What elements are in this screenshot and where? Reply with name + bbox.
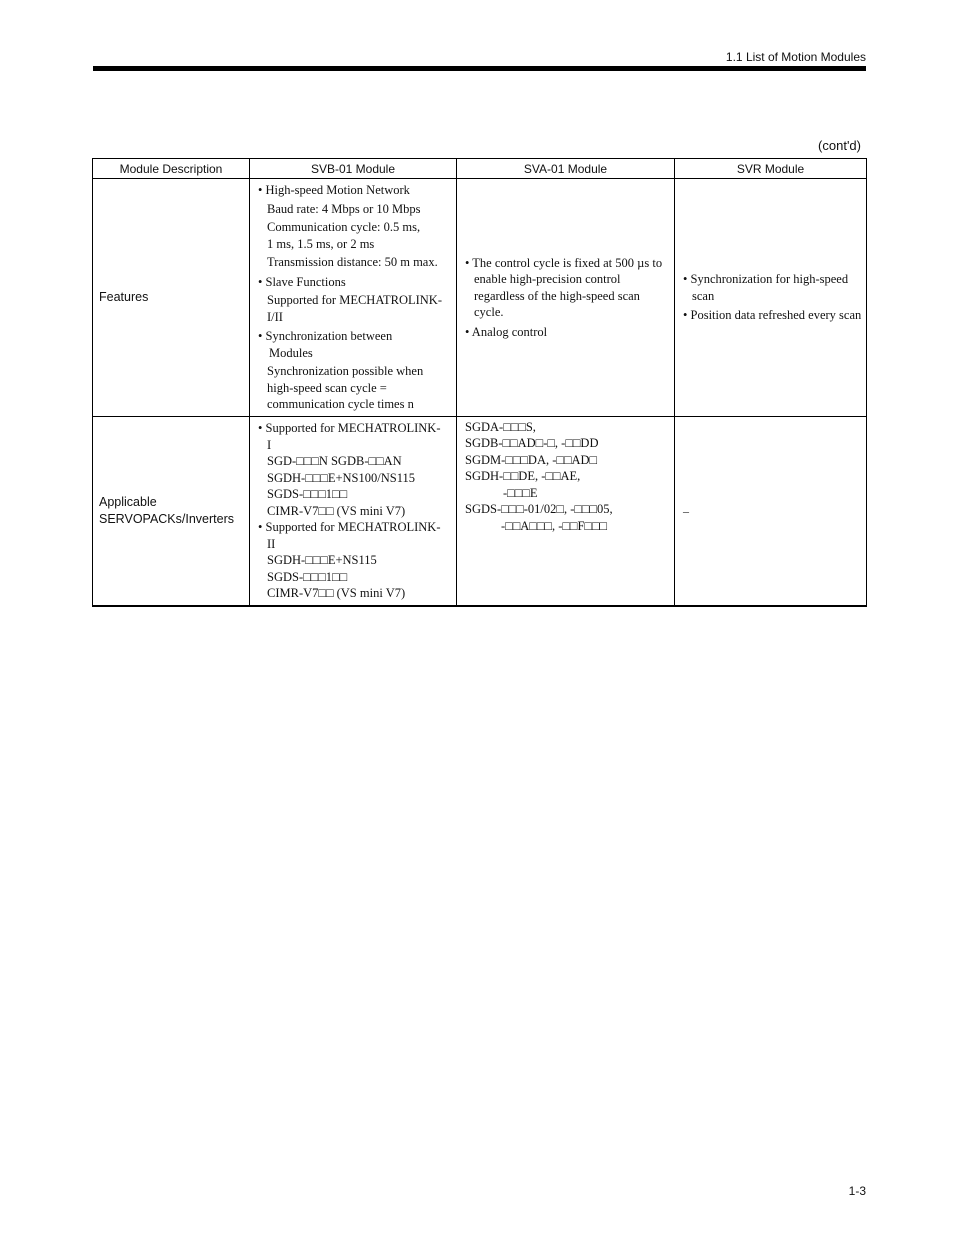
table-row-servopacks bbox=[93, 416, 867, 606]
page-number: 1-3 bbox=[848, 1184, 866, 1198]
features-svb-line: • Slave Functions bbox=[258, 274, 346, 289]
servopacks-sva-line: SGDM-□□□DA, -□□AD□ bbox=[465, 452, 598, 467]
servopacks-svb-line: SGD-□□□N SGDB-□□AN bbox=[267, 454, 402, 468]
features-svr-line: • Position data refreshed every scan bbox=[683, 308, 862, 322]
features-svb-line: Supported for MECHATROLINK- bbox=[267, 293, 442, 307]
features-svb-line: Synchronization possible when bbox=[267, 364, 424, 378]
features-svb-line: Modules bbox=[269, 345, 313, 360]
servopacks-sva-line: -□□A□□□, -□□F□□□ bbox=[501, 518, 608, 533]
col-header-svr: SVR Module bbox=[675, 159, 867, 179]
servopacks-svb-line: I bbox=[267, 437, 272, 452]
features-svb-cell bbox=[250, 179, 457, 417]
features-sva-line: • The control cycle is fixed at 500 µs to enable high-precision control regardless of the high-speed scan cycle. bbox=[465, 255, 663, 319]
servopacks-sva-line: -□□□E bbox=[503, 485, 538, 500]
features-sva-line: • Analog control bbox=[465, 324, 548, 339]
header-rule bbox=[93, 66, 866, 71]
motion-module-table bbox=[92, 158, 867, 607]
servopacks-svb-cell bbox=[250, 416, 457, 606]
servopacks-svr-value: – bbox=[683, 503, 689, 518]
servopacks-svb-line: SGDS-□□□1□□ bbox=[267, 569, 348, 584]
features-svb-line: 1 ms, 1.5 ms, or 2 ms bbox=[267, 236, 375, 251]
features-svb-line: • High-speed Motion Network bbox=[258, 183, 410, 197]
table-header-row bbox=[93, 159, 867, 179]
features-svb-line: Transmission distance: 50 m max. bbox=[267, 255, 438, 269]
features-svr-line: • Synchronization for high-speed scan bbox=[683, 272, 849, 303]
features-svb-line: Communication cycle: 0.5 ms, bbox=[267, 220, 421, 234]
features-svb-line: • Synchronization between bbox=[258, 329, 393, 343]
servopacks-sva-cell bbox=[457, 416, 675, 606]
features-svb-line: I/II bbox=[267, 309, 283, 324]
servopacks-svb-line: • Supported for MECHATROLINK- bbox=[258, 520, 441, 534]
servopacks-svr-cell bbox=[675, 416, 867, 606]
servopacks-svb-line: SGDH-□□□E+NS115 bbox=[267, 553, 377, 567]
servopacks-sva-line: SGDH-□□DE, -□□AE, bbox=[465, 469, 581, 483]
features-svr-cell bbox=[675, 179, 867, 417]
servopacks-svb-line: CIMR-V7□□ (VS mini V7) bbox=[267, 503, 406, 518]
table-row-features bbox=[93, 179, 867, 417]
col-header-sva-01: SVA-01 Module bbox=[457, 159, 675, 179]
features-svb-line: high-speed scan cycle = bbox=[267, 380, 387, 395]
row-label-features: Features bbox=[93, 179, 250, 417]
table-continued-note: (cont'd) bbox=[818, 138, 861, 153]
row-label-servopacks: Applicable SERVOPACKs/Inverters bbox=[93, 416, 250, 606]
servopacks-svb-line: II bbox=[267, 536, 276, 551]
servopacks-svb-line: SGDS-□□□1□□ bbox=[267, 487, 348, 501]
servopacks-svb-line: CIMR-V7□□ (VS mini V7) bbox=[267, 586, 406, 600]
features-svb-line: Baud rate: 4 Mbps or 10 Mbps bbox=[267, 201, 421, 216]
features-svb-line: communication cycle times n bbox=[267, 397, 414, 411]
servopacks-sva-line: SGDA-□□□S, bbox=[465, 419, 536, 434]
servopacks-sva-line: SGDB-□□AD□-□, -□□DD bbox=[465, 436, 599, 450]
servopacks-svb-line: • Supported for MECHATROLINK- bbox=[258, 421, 441, 435]
features-sva-cell bbox=[457, 179, 675, 417]
servopacks-svb-line: SGDH-□□□E+NS100/NS115 bbox=[267, 470, 415, 485]
col-header-module-description: Module Description bbox=[93, 159, 250, 179]
col-header-svb-01: SVB-01 Module bbox=[250, 159, 457, 179]
section-title: 1.1 List of Motion Modules bbox=[725, 50, 866, 64]
servopacks-sva-line: SGDS-□□□-01/02□, -□□□05, bbox=[465, 502, 613, 516]
